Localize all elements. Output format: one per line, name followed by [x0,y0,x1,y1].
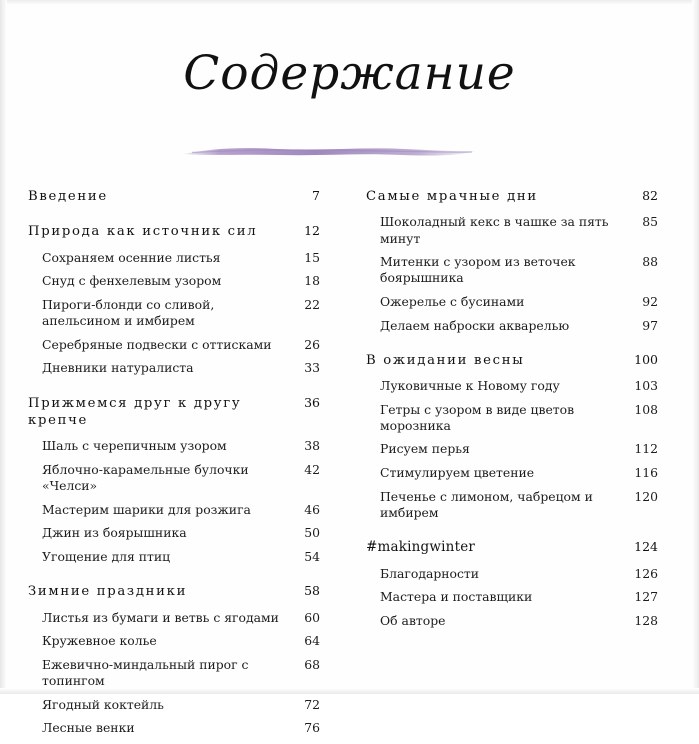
toc-entry[interactable] [366,254,658,286]
toc-entry[interactable] [366,566,658,582]
toc-entry-page: 42 [304,462,320,478]
toc-entry-page: 103 [634,378,658,394]
toc-entry-label: Ягодный коктейль [42,696,164,712]
toc-heading-page: 82 [642,188,658,203]
toc-entry-label: Об авторе [380,613,446,629]
toc-entry[interactable] [366,294,658,310]
toc-heading-page: 100 [634,351,658,367]
toc-heading-page: 12 [304,223,320,239]
toc-entry[interactable] [28,297,320,329]
toc-entry-page: 126 [634,565,658,581]
toc-entry-page: 26 [304,336,320,352]
toc-entry-page: 15 [304,249,320,265]
toc-entry-label: Листья из бумаги и ветвь с ягодами [42,609,279,625]
toc-entry-page: 54 [304,549,320,565]
toc-entry-label: Ежевично-миндальный пирог с топингом [42,656,249,688]
toc-heading-label: Природа как источник сил [28,224,258,240]
toc-entry[interactable] [28,697,320,713]
toc-entry-label: Яблочно-карамельные булочки «Челси» [42,462,249,494]
toc-entry[interactable] [366,378,658,394]
toc-entry-page: 76 [304,720,320,736]
toc-entry-label: Мастера и поставщики [380,589,533,605]
toc-entry-page: 128 [634,613,658,629]
toc-entry[interactable] [366,465,658,481]
toc-entry[interactable] [28,657,320,689]
toc-heading-row[interactable] [28,188,320,205]
toc-entry-page: 64 [304,633,320,649]
toc-group [28,583,320,736]
toc-entry-page: 60 [304,609,320,625]
toc-entry-label: Угощение для птиц [42,549,171,565]
toc-entry[interactable] [28,610,320,626]
toc-entry-page: 85 [642,214,658,230]
toc-entry[interactable] [28,337,320,353]
toc-entry-page: 33 [304,360,320,376]
toc-entry-page: 72 [304,696,320,712]
toc-heading-row[interactable] [366,539,658,557]
toc-entry-label: Шаль с черепичным узором [42,438,227,454]
toc-heading-label: Самые мрачные дни [366,189,538,204]
toc-heading-row[interactable] [28,223,320,240]
toc-entry-label: Шоколадный кекс в чашке за пять минут [380,214,609,246]
toc-entry-label: Мастерим шарики для розжига [42,501,251,517]
toc-entry[interactable] [28,438,320,454]
toc-heading-row[interactable] [366,188,658,205]
toc-heading-row[interactable] [366,352,658,369]
toc-entry-page: 127 [634,589,658,605]
brush-stroke-divider [182,143,478,160]
toc-entry[interactable] [28,525,320,541]
toc-group [28,395,320,566]
toc-entry[interactable] [28,549,320,565]
toc-column-right [366,188,658,637]
toc-entry[interactable] [28,273,320,289]
toc-group [28,188,320,205]
toc-entry-page: 97 [642,317,658,333]
toc-entry-label: Дневники натуралиста [42,360,194,376]
toc-entry[interactable] [28,462,320,494]
toc-entry-page: 50 [304,525,320,541]
toc-entry-page: 38 [304,438,320,454]
toc-entry-label: Кружевное колье [42,633,157,649]
toc-entry-label: Рисуем перья [380,441,470,457]
toc-heading-label: Введение [28,189,108,204]
toc-heading-label: Зимние праздники [28,584,188,600]
toc-entry-label: Делаем наброски акварелью [380,317,570,333]
toc-group [366,188,658,334]
toc-heading-label: #makingwinter [366,538,476,555]
toc-entry-page: 46 [304,501,320,517]
toc-heading-label: В ожидании весны [366,352,525,368]
toc-entry[interactable] [366,489,658,521]
toc-entry-page: 68 [304,656,320,672]
toc-heading-page: 7 [312,188,320,203]
toc-entry[interactable] [28,360,320,376]
toc-entry-label: Печенье с лимоном, чабрецом и имбирем [380,488,593,520]
toc-entry-label: Сохраняем осенние листья [42,249,221,265]
toc-entry-page: 108 [634,401,658,417]
toc-group [28,223,320,376]
toc-entry-label: Митенки с узором из веточек боярышника [380,254,576,286]
toc-entry[interactable] [28,250,320,266]
toc-entry[interactable] [366,402,658,434]
toc-entry[interactable] [366,441,658,457]
toc-entry-label: Джин из боярышника [42,525,187,541]
toc-entry[interactable] [28,720,320,736]
toc-entry[interactable] [366,613,658,629]
toc-column-left [28,188,320,744]
toc-columns [0,188,699,736]
toc-entry-page: 18 [304,273,320,289]
toc-entry-page: 112 [634,441,658,457]
toc-entry-label: Луковичные к Новому году [380,378,560,394]
toc-entry[interactable] [366,214,658,246]
toc-entry-label: Стимулируем цветение [380,465,535,481]
toc-entry-page: 120 [634,488,658,504]
toc-heading-row[interactable] [28,583,320,600]
toc-entry-label: Лесные венки [42,720,135,736]
toc-entry[interactable] [28,633,320,649]
toc-entry-label: Гетры с узором в виде цветов морозника [380,401,575,433]
toc-group [366,352,658,521]
toc-heading-page: 124 [634,538,658,554]
toc-heading-page: 58 [304,583,320,599]
toc-heading-page: 36 [304,394,320,410]
toc-entry-label: Ожерелье с бусинами [380,293,525,309]
page-title: Содержание [183,46,516,101]
toc-entry-page: 88 [642,254,658,270]
toc-entry-label: Благодарности [380,565,480,581]
toc-entry-page: 116 [634,465,658,481]
toc-entry-label: Снуд с фенхелевым узором [42,273,222,289]
toc-entry-label: Пироги-блонди со сливой, апельсином и имбирем [42,297,215,329]
page-edge-top [0,0,699,5]
toc-entry[interactable] [366,589,658,605]
toc-entry-page: 92 [642,293,658,309]
toc-entry[interactable] [28,502,320,518]
toc-heading-row[interactable] [28,395,320,430]
toc-entry-page: 22 [304,297,320,313]
toc-group [366,539,658,629]
toc-heading-label: Прижмемся друг к другу крепче [28,395,242,429]
toc-entry-label: Серебряные подвески с оттисками [42,336,272,352]
toc-entry[interactable] [366,318,658,334]
